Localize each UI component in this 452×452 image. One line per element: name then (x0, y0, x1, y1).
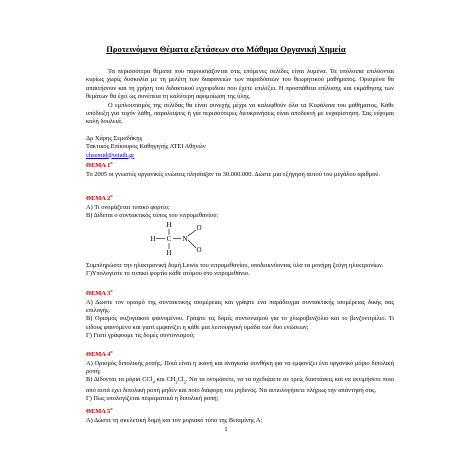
question-4-b-sub2: 2 (175, 379, 178, 385)
author-position: Τακτικός Επίκουρος Καθηγητής ΑΤΕΙ Αθηνών (86, 143, 206, 151)
question-4-b-pre: Β) Δίδονται τα μόρια CCl (86, 376, 153, 384)
question-4-b-mid: και CH (154, 376, 176, 384)
question-3-label: ΘΕΜΑ 3 (86, 290, 111, 298)
question-4-part-c: Γ) Πως υπολογίζεται πειραματικά η διπολική ροπή; (86, 395, 219, 403)
question-4-label: ΘΕΜΑ 4 (86, 351, 111, 359)
question-5-label: ΘΕΜΑ 5 (86, 408, 111, 416)
question-4-part-b (86, 376, 394, 395)
question-2-part-b: Β) Δίδεται ο συντακτικός τύπος του νιτρομεθανίου: (86, 211, 219, 219)
question-3 (86, 287, 394, 341)
question-3-part-a: Α) Δώστε τον ορισμό της συντακτικής ισομέρειας και γράψτε ένα παράδειγμα συντακτικής ισομέρειας δικής σας επιλογής. (86, 298, 394, 314)
bond-n-o-top (188, 230, 196, 236)
question-3-heading (86, 287, 394, 299)
question-1-text: Το 2005 οι γνωστές οργανικές ενώσεις πλησίαζαν τα 30.000.000. Δώστε μια εξήγηση αυτού του μεγάλου αριθμού. (86, 170, 381, 178)
question-1-sup: ο (110, 160, 113, 165)
question-2-sup: ο (110, 193, 113, 198)
question-2-part-c: Γ)Υπολογίστε το τυπικό φορτίο κάθε ατόμου στο νιτρομεθάνιο. (86, 270, 250, 278)
question-4 (86, 348, 394, 404)
question-3-part-b: Β) Ορισμός συζυγιακού φαινομένου. Γράψτε τις δομές συντονισμού για το χλωροβενζόλιο και το βενζονιτρίλιο. Τι είδους φαινόμενο και γιατί εμφανίζει η κάθε μια λειτουργική ομάδα των δυο ενώσεων; (86, 315, 394, 331)
question-2-lewis-instruction: Συμπληρώστε την ηλεκτρονική δομή Lewis του νιτρομεθανίου, υποδεικνύοντας όλα τα μονήρη ζεύγη ηλεκτρονίων. (86, 262, 384, 269)
page-title: Προτεινόμενα Θέματα εξετάσεων στο Μάθημα Οργανική Χημεία (106, 44, 346, 54)
question-5-heading (86, 405, 394, 417)
intro-section (86, 68, 394, 160)
atom-o-bottom: O (196, 246, 202, 254)
question-4-b-mid2: Cl (177, 376, 184, 384)
atom-h-left: H (150, 235, 156, 243)
question-3-sup: ο (110, 288, 113, 293)
author-name: Δρ Χάρης Σεμαδάκης (86, 134, 143, 142)
question-4-b-sub3: 2 (183, 379, 186, 385)
page-number: 1 (224, 426, 228, 433)
question-4-heading (86, 348, 394, 360)
question-4-sup: ο (110, 349, 113, 354)
question-2 (86, 192, 394, 220)
question-2-label: ΘΕΜΑ 2 (86, 195, 111, 203)
question-4-b-sub1: 4 (152, 379, 155, 385)
intro-paragraph-2: Ο εμπλουτισμός της σελίδας θα είναι συνεχής μέχρι να καλυφθούν όλα τα Κεφάλαια του μαθήματος. Κάθε υπόδειξη για τυχόν λάθη, παραλείψεις ή για περισσότερες διευκρινήσεις είναι αποδεκτή με ευχαρίστηση. Σας εύχομαι καλή δουλειά. (86, 101, 394, 126)
question-2-heading (86, 192, 394, 204)
question-1-label: ΘΕΜΑ 1 (86, 162, 111, 170)
question-5-sup: ο (110, 406, 113, 411)
question-5-part-a: Α) Δώστε τη σκελετική δομή και τον μοριακό τύπο της Βιταμίνης Α: (86, 416, 263, 424)
atom-c: C (166, 235, 172, 243)
question-4-part-a: Α) Ορισμός διπολικής ροπής. Ποιά είναι η ικανή και αναγκαία συνθήκη για να εμφανίζει ένα οργανικό μόριο διπολική ροπή; (86, 359, 394, 375)
nitromethane-structure (149, 220, 219, 258)
question-2-continued (86, 262, 394, 279)
question-3-part-c: Γ) Γιατί γράφουμε τις δομές συντονισμού; (86, 332, 195, 340)
atom-h-top: H (166, 221, 172, 229)
question-1-heading (86, 159, 394, 171)
question-2-part-a: Α) Τι ονομάζεται τυπικό φορτίο; (86, 203, 170, 211)
atom-h-bottom: H (166, 249, 172, 257)
question-4-b-post: . Να τα ονομάσετε, να τα σχεδιάσετε σε τρείς διαστάσεις και να εκτιμήσετε ποιο από αυτά έχει διπολική ροπή μηδέν και ποιο διάφορη του μηδενός. Να αιτιολογήσετε πλήρως την απάντησή σας. (86, 376, 394, 395)
question-1 (86, 159, 394, 179)
atom-n: N (182, 235, 188, 243)
bond-n-o-bottom (188, 240, 196, 248)
question-5 (86, 405, 394, 425)
atom-o-top: O (196, 224, 202, 232)
author-email-link[interactable]: chsemid@teiath.gr (86, 151, 135, 159)
intro-paragraph-1: Τα περισσότερα θέματα που παρουσιάζονται στις επόμενες σελίδες είναι λυμένα. Τα υπόλοιπα επιλύονται κυρίως χωρίς δυσκολία με τη μελέτη των διαφανειών των παραδόσεων του θεωρητικού μαθήματος. Ορισμένα θα απαιτήσουν και τη χρήση του διδακτικού εγχειριδίου που έχετε επιλέξει. Η προσπάθεια επίλυσης και εκμάθησης των θεμάτων θα έχει ως συνέπεια τη καλύτερη αφομοίωση της ύλης. (86, 68, 394, 101)
